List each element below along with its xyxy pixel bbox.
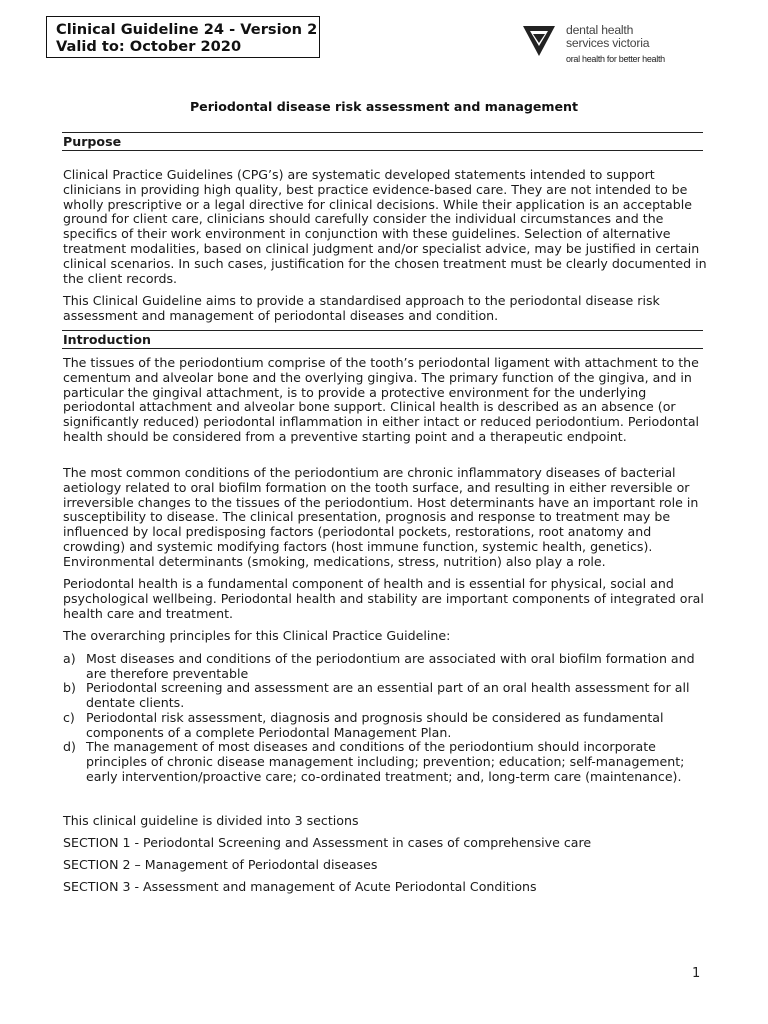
intro-paragraph-3: Periodontal health is a fundamental component of health and is essential for physical, social and psychological wellbeing. Periodontal health and stability are important components of integrated oral health care and treatment. <box>63 576 704 621</box>
principle-text: Most diseases and conditions of the periodontium are associated with oral biofilm formation and are therefore preventable <box>86 651 695 681</box>
purpose-paragraph-1: Clinical Practice Guidelines (CPG’s) are systematic developed statements intended to support clinicians in providing high quality, best practice evidence-based care. They are not intended to be wholly prescriptive or a legal directive for clinical decisions. While their application is an acceptable ground for client care, clinicians should carefully consider the individual circumstances and the specifics of their work environment in conjunction with these guidelines. Selection of alternative treatment modalities, based on clinical judgment and/or specialist advice, may be justified in certain clinical scenarios. In such cases, justification for the chosen treatment must be clearly documented in the client records. <box>63 167 707 286</box>
document-title: Periodontal disease risk assessment and management <box>189 99 579 114</box>
guideline-title: Clinical Guideline 24 - Version 2 <box>56 21 318 38</box>
logo-line-2: services victoria <box>566 36 650 50</box>
principle-marker: a) <box>63 651 76 666</box>
principle-text: Periodontal risk assessment, diagnosis and prognosis should be considered as fundamental components of a complete Periodontal Management Plan. <box>86 710 664 740</box>
principle-item <box>63 681 713 711</box>
section-2-line: SECTION 2 – Management of Periodontal diseases <box>63 857 378 872</box>
purpose-paragraph-2: This Clinical Guideline aims to provide a standardised approach to the periodontal disease risk assessment and management of periodontal diseases and condition. <box>63 293 660 323</box>
guideline-version-box <box>46 16 320 58</box>
principle-marker: c) <box>63 710 75 725</box>
principle-text: Periodontal screening and assessment are an essential part of an oral health assessment for all dentate clients. <box>86 680 690 710</box>
principles-intro: The overarching principles for this Clinical Practice Guideline: <box>63 628 451 643</box>
logo-tagline: oral health for better health <box>566 54 665 64</box>
logo-wordmark <box>566 24 649 50</box>
logo-line-1: dental health <box>566 23 634 37</box>
valid-to-date: Valid to: October 2020 <box>56 38 242 55</box>
principle-item <box>63 711 713 741</box>
principle-marker: b) <box>63 680 76 695</box>
section-3-line: SECTION 3 - Assessment and management of Acute Periodontal Conditions <box>63 879 537 894</box>
section-1-line: SECTION 1 - Periodontal Screening and Assessment in cases of comprehensive care <box>63 835 592 850</box>
introduction-heading: Introduction <box>62 330 703 349</box>
principle-marker: d) <box>63 739 76 754</box>
dhsv-logo <box>522 22 682 68</box>
principle-item <box>63 740 713 784</box>
sections-intro: This clinical guideline is divided into 3 sections <box>63 813 359 828</box>
purpose-heading: Purpose <box>62 132 703 151</box>
principle-item <box>63 652 713 682</box>
page-number: 1 <box>692 966 701 981</box>
intro-paragraph-1: The tissues of the periodontium comprise of the tooth’s periodontal ligament with attachment to the cementum and alveolar bone and the overlying gingiva. The primary function of the gingiva, and in particular the gingival attachment, is to provide a protective environment for the underlying periodontal attachment and alveolar bone support. Clinical health is described as an absence (or significantly reduced) periodontal inflammation in either intact or reduced periodontium. Periodontal health should be considered from a preventive starting point and a therapeutic endpoint. <box>63 355 700 444</box>
principle-text: The management of most diseases and conditions of the periodontium should incorporate principles of chronic disease management including; prevention; education; self-management; early intervention/proactive care; co-ordinated treatment; and, long-term care (maintenance). <box>86 739 685 784</box>
dhsv-triangle-logo-icon <box>522 25 556 57</box>
intro-paragraph-2: The most common conditions of the periodontium are chronic inflammatory diseases of bacterial aetiology related to oral biofilm formation on the tooth surface, and resulting in either reversible or irreversible changes to the tissues of the periodontium. Host determinants have an important role in susceptibility to disease. The clinical presentation, prognosis and response to treatment may be influenced by local predisposing factors (periodontal pockets, restorations, root anatomy and crowding) and systemic modifying factors (host immune function, systemic health, genetics). Environmental determinants (smoking, medications, stress, nutrition) also play a role. <box>63 465 699 569</box>
